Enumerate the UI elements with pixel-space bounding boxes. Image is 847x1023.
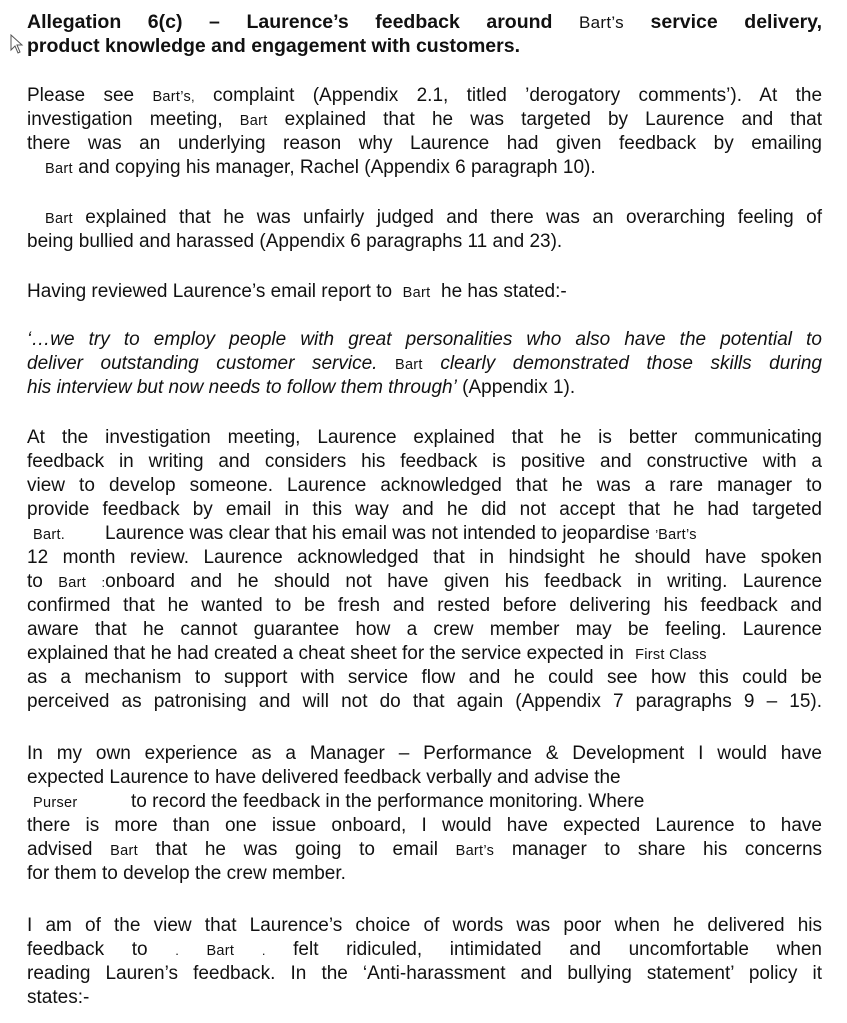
mark: , (191, 89, 195, 104)
text: Having reviewed Laurence’s email report to (27, 281, 393, 302)
p4-line-4: provide feedback by email in this way and he did not accept that he had targeted (27, 499, 822, 520)
redacted-name: Bart (206, 943, 235, 959)
p3-line-1 (27, 280, 822, 305)
heading-text-a: Allegation 6(c) – Laurence’s feedback around (27, 11, 553, 33)
p1-line-4 (27, 156, 822, 181)
p1-line-3: there was an underlying reason why Laurence had given feedback by emailing (27, 133, 822, 154)
section-heading-line-2: product knowledge and engagement with customers. (27, 35, 520, 57)
quote-line-2 (27, 352, 822, 377)
redacted-name: Bart (58, 575, 87, 591)
text: (Appendix 1). (462, 377, 576, 398)
redacted-name: Bart (239, 113, 268, 129)
p4-line-5 (27, 522, 822, 547)
mark: . (261, 943, 266, 958)
text: his interview but now needs to follow them through’ (27, 377, 457, 398)
mouse-pointer-icon (10, 34, 24, 54)
p1-line-2 (27, 108, 822, 133)
text: explained that he had created a cheat sheet for the service expected in (27, 643, 624, 664)
p2-line-2: being bullied and harassed (Appendix 6 paragraphs 11 and 23). (27, 231, 563, 252)
redacted-name: Bart’s (658, 527, 697, 543)
redacted-name: Bart’s (579, 13, 624, 32)
p6-line-2 (27, 938, 822, 963)
text: to (27, 571, 43, 592)
p6-line-1: I am of the view that Laurence’s choice of words was poor when he delivered his (27, 915, 822, 936)
text: clearly demonstrated those skills during (440, 353, 822, 374)
p4-line-12: perceived as patronising and will not do that again (Appendix 7 paragraphs 9 – 15). (27, 691, 822, 712)
p5-line-2: expected Laurence to have delivered feedback verbally and advise the (27, 767, 621, 788)
text: explained that he was targeted by Laurence and that (284, 109, 822, 130)
text: advised (27, 839, 93, 860)
text: he has stated:- (441, 281, 567, 302)
text: deliver outstanding customer service. (27, 353, 378, 374)
text: complaint (Appendix 2.1, titled ’derogatory comments’). At the (213, 85, 823, 106)
p5-line-3 (27, 790, 822, 815)
p5-line-6: for them to develop the crew member. (27, 863, 346, 884)
p4-line-10 (27, 642, 822, 667)
p6-line-3: reading Lauren’s feedback. In the ‘Anti-harassment and bullying statement’ policy it (27, 963, 822, 984)
text: feedback to (27, 939, 148, 960)
redacted-name: Bart (402, 285, 431, 301)
text: manager to share his concerns (511, 839, 823, 860)
p4-line-7 (27, 570, 822, 595)
p5-line-5 (27, 838, 822, 863)
mark: ’ (655, 527, 659, 542)
text: onboard and he should not have given his feedback in writing. Laurence (105, 571, 823, 592)
p4-line-2: feedback in writing and considers his feedback is positive and constructive with a (27, 451, 822, 472)
p4-line-3: view to develop someone. Laurence acknowledged that he was a rare manager to (27, 475, 822, 496)
mark: : (101, 575, 106, 590)
p5-line-1: In my own experience as a Manager – Performance & Development I would have (27, 743, 822, 764)
p4-line-1: At the investigation meeting, Laurence explained that he is better communicating (27, 427, 822, 448)
quote-line-1: ‘…we try to employ people with great personalities who also have the potential to (27, 329, 822, 350)
text: explained that he was unfairly judged and there was an overarching feeling of (85, 207, 822, 228)
redacted-name: Bart (110, 843, 138, 859)
redacted-name: Bart’s (152, 89, 192, 105)
redacted-name: Bart’s (455, 843, 495, 859)
redacted-name: First Class (635, 647, 707, 663)
text: to record the feedback in the performance monitoring. Where (131, 791, 645, 812)
p2-line-1 (27, 206, 822, 231)
text: Please see (27, 85, 135, 106)
text: that he was going to email (155, 839, 438, 860)
redacted-name: Bart. (33, 527, 66, 543)
p4-line-9: aware that he cannot guarantee how a crew member may be feeling. Laurence (27, 619, 822, 640)
heading-text-b: service delivery, (650, 11, 822, 33)
text: and copying his manager, Rachel (Appendix 6 paragraph 10). (78, 157, 596, 178)
p4-line-8: confirmed that he wanted to be fresh and rested before delivering his feedback and (27, 595, 822, 616)
p4-line-11: as a mechanism to support with service flow and he could see how this could be (27, 667, 822, 688)
redacted-name: Bart (45, 211, 73, 227)
redacted-name: Bart (394, 357, 423, 373)
p4-line-6: 12 month review. Laurence acknowledged that in hindsight he should have spoken (27, 547, 822, 568)
redacted-name: Bart (45, 161, 73, 177)
mark: . (175, 943, 179, 958)
redacted-role: Purser (33, 795, 78, 811)
quote-line-3 (27, 376, 822, 400)
p1-line-1 (27, 84, 822, 109)
p6-line-4: states:- (27, 987, 90, 1008)
text: investigation meeting, (27, 109, 223, 130)
text: Laurence was clear that his email was not intended to jeopardise (105, 523, 650, 544)
text: felt ridiculed, intimidated and uncomfortable when (293, 939, 823, 960)
p5-line-4: there is more than one issue onboard, I would have expected Laurence to have (27, 815, 822, 836)
section-heading-line-1 (27, 10, 822, 35)
